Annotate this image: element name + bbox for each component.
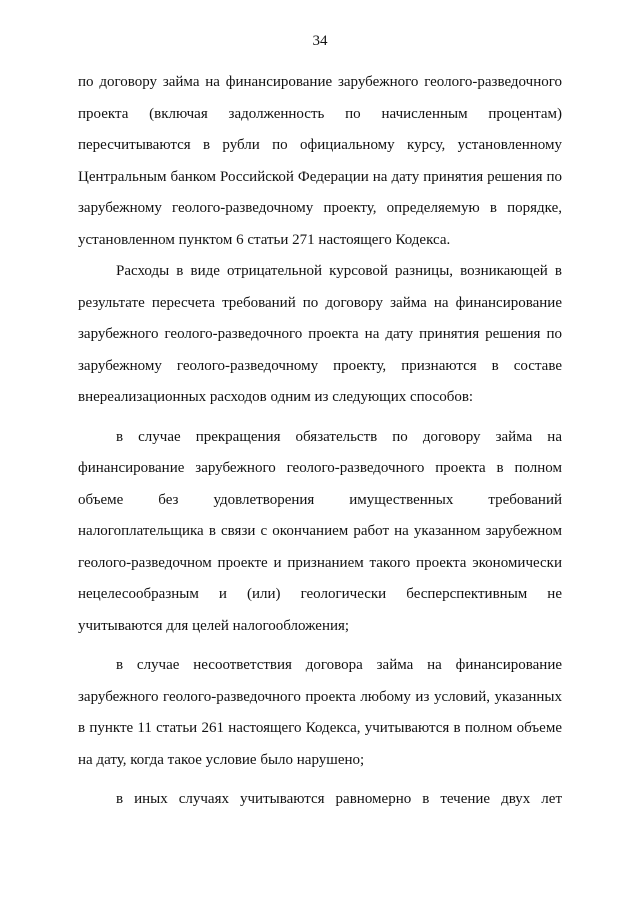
paragraph-gap xyxy=(78,417,562,425)
text-line: зарубежного геолого-разведочного проекта на дату принятия решения по xyxy=(78,326,562,342)
paragraph-2 xyxy=(78,259,562,417)
paragraph-3 xyxy=(78,425,562,646)
text-line: геолого-разведочном проекте и признанием такого проекта экономически xyxy=(78,554,562,571)
text-line: финансирование зарубежного геолого-разведочного проекта в полном xyxy=(78,460,562,476)
text-line: учитываются для целей налогообложения; xyxy=(78,617,350,634)
body-text xyxy=(78,70,562,819)
text-line: установленном пунктом 6 статьи 271 настоящего Кодекса. xyxy=(78,231,451,248)
paragraph-1 xyxy=(78,70,562,259)
text-line: внереализационных расходов одним из следующих способов: xyxy=(78,389,474,405)
text-line: Центральным банком Российской Федерации на дату принятия решения по xyxy=(78,168,562,185)
text-line: в иных случаях учитываются равномерно в течение двух лет xyxy=(116,791,562,807)
page-number: 34 xyxy=(312,33,328,49)
text-line: объеме без удовлетворения имущественных требований xyxy=(78,491,562,508)
paragraph-gap xyxy=(78,645,562,653)
text-line: на дату, когда такое условие было нарушено; xyxy=(78,751,365,768)
text-line: по договору займа на финансирование зарубежного геолого-разведочного xyxy=(78,74,562,90)
text-line: проекта (включая задолженность по начисленным процентам) xyxy=(78,105,562,122)
text-line: пересчитываются в рубли по официальному курсу, установленному xyxy=(78,137,562,153)
text-line: зарубежному геолого-разведочному проекту, признаются в составе xyxy=(78,357,562,374)
text-line: результате пересчета требований по договору займа на финансирование xyxy=(78,294,562,311)
text-line: в пункте 11 статьи 261 настоящего Кодекса, учитываются в полном объеме xyxy=(78,720,562,736)
text-line: в случае прекращения обязательств по договору займа на xyxy=(116,428,562,445)
text-line: зарубежному геолого-разведочному проекту, определяемую в порядке, xyxy=(78,200,562,216)
text-line: налогоплательщика в связи с окончанием работ на указанном зарубежном xyxy=(78,523,562,539)
paragraph-5 xyxy=(78,787,562,819)
text-line: зарубежного геолого-разведочного проекта любому из условий, указанных xyxy=(78,688,562,705)
text-line: в случае несоответствия договора займа на финансирование xyxy=(116,657,562,673)
paragraph-4 xyxy=(78,653,562,779)
text-line: Расходы в виде отрицательной курсовой разницы, возникающей в xyxy=(116,263,562,279)
paragraph-gap xyxy=(78,779,562,787)
text-line: нецелесообразным и (или) геологически бесперспективным не xyxy=(78,586,562,602)
